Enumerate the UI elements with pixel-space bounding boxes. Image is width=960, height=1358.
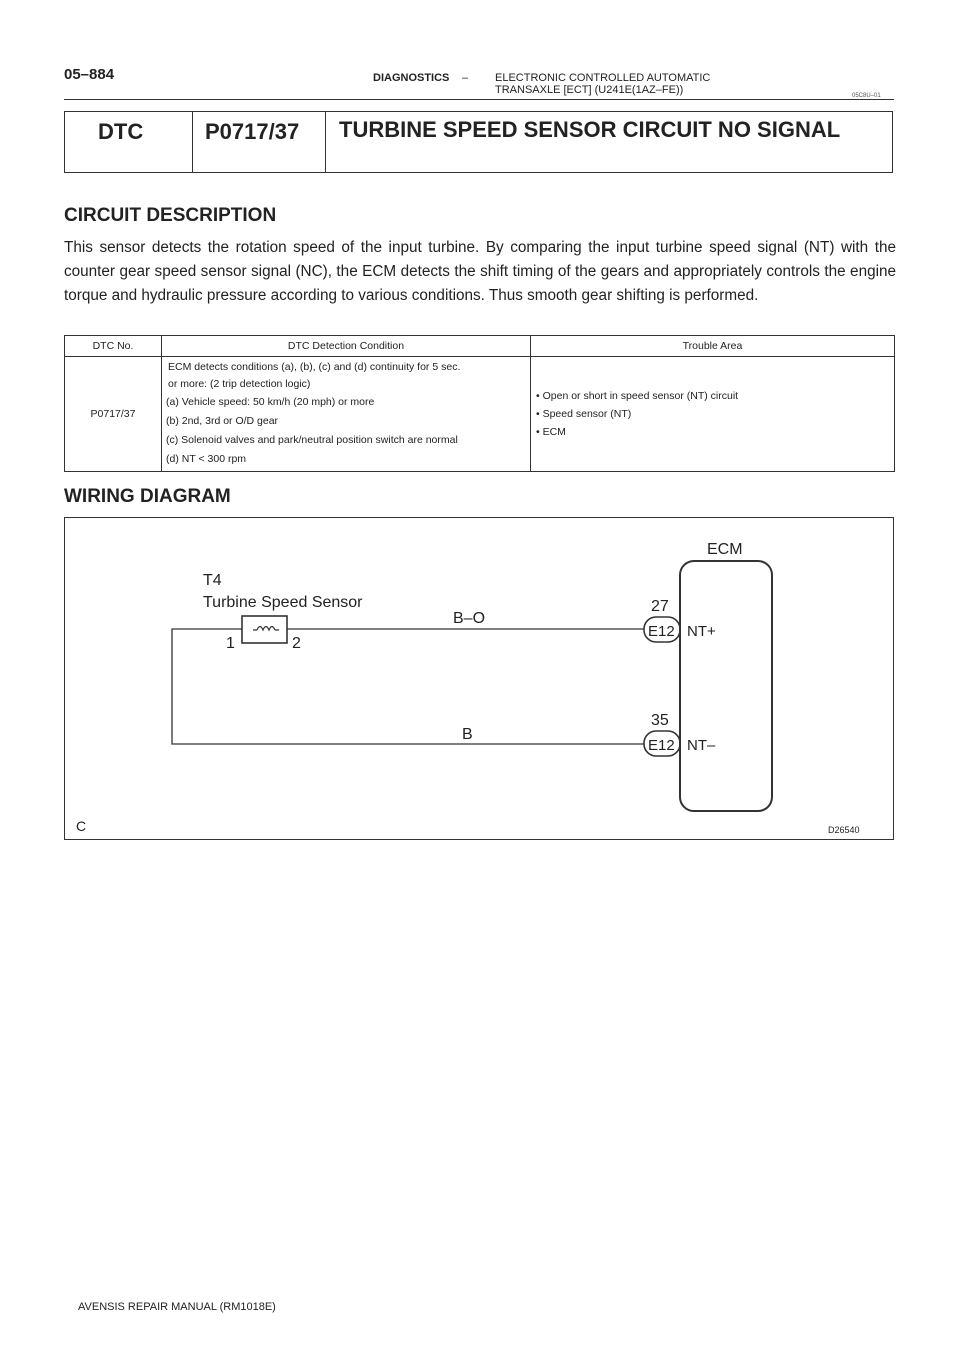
- condition-line: (d) NT < 300 rpm: [166, 453, 247, 465]
- page-number: 05–884: [64, 66, 115, 83]
- condition-line: (a) Vehicle speed: 50 km/h (20 mph) or more: [166, 396, 375, 408]
- bottom-pin-number: 35: [650, 711, 669, 729]
- col-header-detection-condition: DTC Detection Condition: [162, 336, 531, 357]
- dtc-title: TURBINE SPEED SENSOR CIRCUIT NO SIGNAL: [339, 117, 841, 142]
- col-header-dtc-no: DTC No.: [65, 336, 162, 357]
- dtc-table: [64, 335, 895, 472]
- header-rule: [64, 99, 894, 100]
- header-title-line2: TRANSAXLE [ECT] (U241E(1AZ–FE)): [495, 84, 684, 96]
- header-category: DIAGNOSTICS: [373, 72, 450, 84]
- header-dash: –: [462, 72, 469, 84]
- wiring-diagram-svg: [64, 517, 894, 840]
- col-header-trouble-area: Trouble Area: [531, 336, 895, 357]
- table-row: [65, 357, 895, 472]
- condition-line: (c) Solenoid valves and park/neutral position switch are normal: [166, 434, 458, 446]
- sensor-box: [242, 616, 287, 643]
- header-ref-code: 05C8U–01: [852, 93, 881, 99]
- trouble-area-item: • Open or short in speed sensor (NT) circuit: [536, 390, 739, 402]
- trouble-area-item: • ECM: [536, 426, 566, 438]
- trouble-area-cell: [531, 357, 895, 472]
- circuit-description-heading: CIRCUIT DESCRIPTION: [64, 205, 277, 226]
- condition-line: or more: (2 trip detection logic): [168, 378, 311, 390]
- pin-2: 2: [291, 634, 301, 652]
- dtc-label: DTC: [98, 119, 144, 144]
- dtc-code: P0717/37: [205, 119, 300, 144]
- corner-letter: C: [75, 817, 86, 834]
- sensor-id: T4: [202, 571, 222, 589]
- wire-label-bottom: B: [461, 725, 473, 743]
- top-pin-number: 27: [650, 597, 669, 615]
- condition-line: ECM detects conditions (a), (b), (c) and (d) continuity for 5 sec.: [168, 361, 461, 373]
- condition-line: (b) 2nd, 3rd or O/D gear: [166, 415, 279, 427]
- bottom-terminal-label: NT–: [686, 736, 715, 754]
- table-header-row: [65, 336, 895, 357]
- wiring-diagram-frame: [64, 517, 894, 840]
- dtc-no-cell: P0717/37: [65, 357, 162, 472]
- ecm-body: [680, 561, 772, 811]
- top-connector-label: E12: [647, 622, 675, 640]
- pin-1: 1: [225, 634, 235, 652]
- top-terminal-label: NT+: [686, 622, 716, 640]
- wiring-diagram-heading: WIRING DIAGRAM: [64, 486, 231, 507]
- trouble-area-item: • Speed sensor (NT): [536, 408, 632, 420]
- sensor-name: Turbine Speed Sensor: [202, 593, 363, 611]
- wire-label-top: B–O: [452, 609, 485, 627]
- bottom-connector-label: E12: [647, 736, 675, 754]
- figure-code: D26540: [827, 824, 860, 835]
- detection-condition-cell: [162, 357, 531, 472]
- footer-manual-name: AVENSIS REPAIR MANUAL (RM1018E): [78, 1301, 276, 1313]
- coil-icon: [253, 626, 279, 630]
- wire-b: [172, 629, 644, 744]
- ecm-label: ECM: [706, 540, 743, 558]
- header-title-line1: ELECTRONIC CONTROLLED AUTOMATIC: [495, 72, 711, 84]
- circuit-description-text: This sensor detects the rotation speed of the input turbine. By comparing the input turbine speed signal (NT) with the counter gear speed sensor signal (NC), the ECM detects the shift timing of the gears and appropriately controls the engine torque and hydraulic pressure according to various conditions. Thus smooth gear shifting is performed.: [64, 239, 896, 304]
